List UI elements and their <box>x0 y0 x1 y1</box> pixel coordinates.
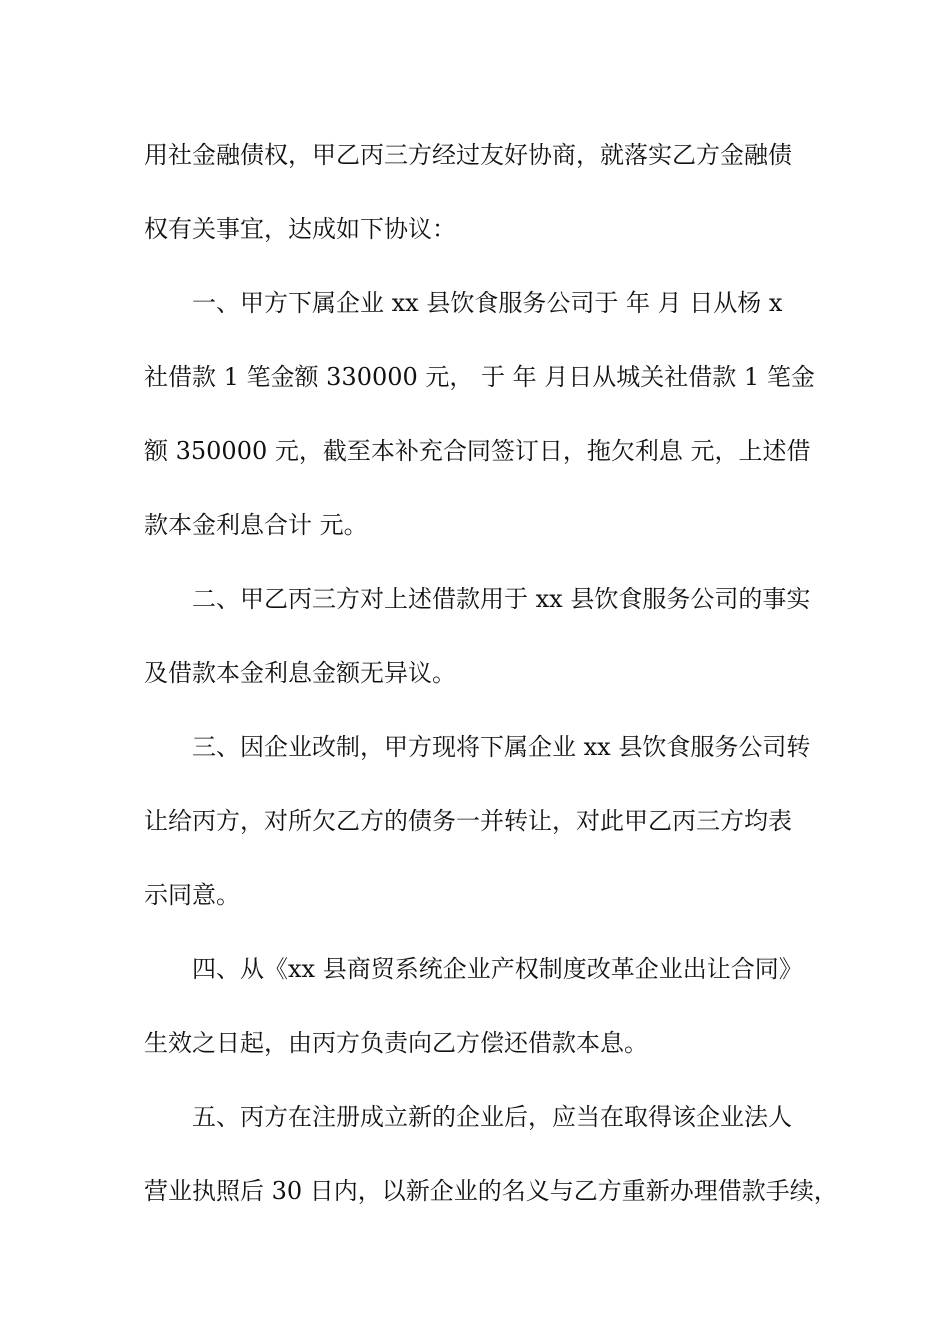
text-line: 让给丙方，对所欠乙方的债务一并转让，对此甲乙丙三方均表 <box>144 807 792 835</box>
text-line: 生效之日起，由丙方负责向乙方偿还借款本息。 <box>144 1029 648 1057</box>
text-line: 及借款本金利息金额无异议。 <box>144 659 456 687</box>
text-line: 营业执照后 30 日内，以新企业的名义与乙方重新办理借款手续， <box>144 1177 838 1205</box>
text-line: 用社金融债权，甲乙丙三方经过友好协商，就落实乙方金融债 <box>144 141 792 169</box>
paragraph-3-start: 三、因企业改制，甲方现将下属企业 xx 县饮食服务公司转 <box>192 733 811 761</box>
paragraph-2-start: 二、甲乙丙三方对上述借款用于 xx 县饮食服务公司的事实 <box>192 585 811 613</box>
text-line: 额 350000 元，截至本补充合同签订日，拖欠利息 元，上述借 <box>144 437 811 465</box>
text-line: 示同意。 <box>144 881 240 909</box>
text-line: 款本金利息合计 元。 <box>144 511 368 539</box>
paragraph-4-start: 四、从《xx 县商贸系统企业产权制度改革企业出让合同》 <box>192 955 803 983</box>
text-line: 权有关事宜，达成如下协议： <box>144 215 456 243</box>
text-line: 社借款 1 笔金额 330000 元， 于 年 月日从城关社借款 1 笔金 <box>144 363 815 391</box>
paragraph-5-start: 五、丙方在注册成立新的企业后，应当在取得该企业法人 <box>192 1103 792 1131</box>
paragraph-1-start: 一、甲方下属企业 xx 县饮食服务公司于 年 月 日从杨 x <box>192 289 783 317</box>
